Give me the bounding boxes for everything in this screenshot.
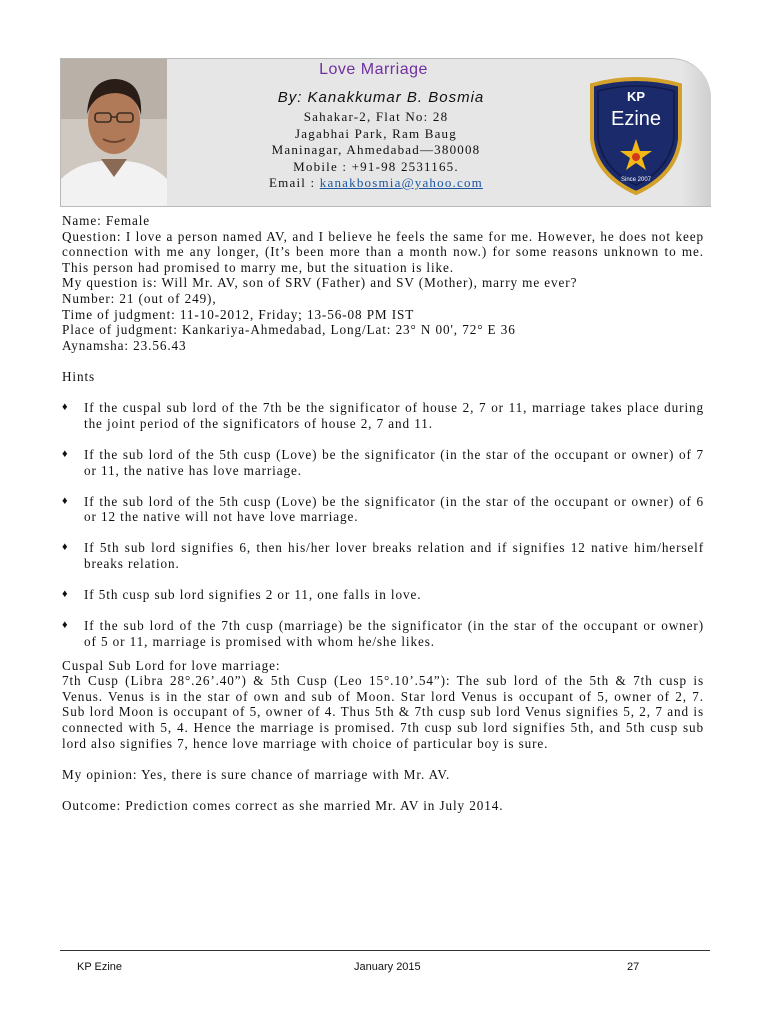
hint-item [62,587,704,603]
number-line: Number: 21 (out of 249), [62,290,217,306]
email-label: Email : [269,175,320,190]
time-line: Time of judgment: 11-10-2012, Friday; 13-56-08 PM IST [62,306,415,322]
question-paragraph: Question: I love a person named AV, and I believe he feels the same for me. However, he does not keep connection with me any longer, (It’s been more than a month now.) for some reasons unknown to me. This person had promised to marry me, but the situation is like. [62,228,704,275]
cuspal-heading: Cuspal Sub Lord for love marriage: [62,657,281,673]
article-header [60,58,711,207]
author-address [241,109,511,192]
diamond-bullet-icon: ♦ [62,588,69,601]
hint-item [62,447,704,478]
hint-item [62,400,704,431]
author-photo-illustration [61,59,167,207]
outcome-line: Outcome: Prediction comes correct as she married Mr. AV in July 2014. [62,797,504,813]
article-body [62,213,704,814]
aynamsha-line: Aynamsha: 23.56.43 [62,337,187,353]
hints-list [62,400,704,650]
footer-divider [60,950,710,951]
hint-text: If the sub lord of the 5th cusp (Love) be the significator (in the star of the occupant or owner) of 6 or 12 the native will not have love marriage. [84,493,704,525]
article-title: Love Marriage [319,61,428,78]
footer-page-number: 27 [627,961,640,973]
email-line [241,175,511,192]
hint-text: If the sub lord of the 7th cusp (marriage) be the significator (in the star of the occupant or owner) of 5 or 11, marriage is promised with whom he/she likes. [84,618,704,650]
hint-item [62,540,704,571]
address-line: Sahakar-2, Flat No: 28 [303,109,449,124]
badge-main-text: Ezine [610,108,662,130]
author-photo [61,59,167,207]
hint-text: If the sub lord of the 5th cusp (Love) be the significator (in the star of the occupant or owner) of 7 or 11, the native has love marriage. [84,446,704,478]
address-line: Jagabhai Park, Ram Baug [295,125,457,141]
diamond-bullet-icon: ♦ [62,494,69,507]
hint-text: If the cuspal sub lord of the 7th be the significator of house 2, 7 or 11, marriage takes place during the joint period of the significators of house 2, 7 and 11. [84,400,704,431]
my-question-line: My question is: Will Mr. AV, son of SRV (Father) and SV (Mother), marry me ever? [62,275,578,291]
kp-ezine-badge-icon [586,77,686,197]
diamond-bullet-icon: ♦ [62,619,69,632]
address-line: Maninagar, Ahmedabad—380008 [271,142,481,157]
diamond-bullet-icon: ♦ [62,541,69,554]
hints-heading: Hints [62,368,96,384]
email-link[interactable]: kanakbosmia@yahoo.com [319,175,483,190]
badge-top-text: KP [626,89,646,104]
hint-text: If 5th cusp sub lord signifies 2 or 11, one falls in love. [84,587,422,603]
opinion-line: My opinion: Yes, there is sure chance of marriage with Mr. AV. [62,766,451,782]
diamond-bullet-icon: ♦ [62,447,69,460]
cuspal-paragraph: 7th Cusp (Libra 28°.26’.40”) & 5th Cusp (Leo 15°.10’.54”): The sub lord of the 5th & 7th cusp is Venus. Venus is in the star of own and sub of Moon. Star lord Venus is occupant of 5, owner of 2, 7. Sub lord Moon is occupant of 5, owner of 4. Thus 5th & 7th cusp sub lord Venus signifies 5, 2, 7 and is connected with 5, 4. Hence the marriage is promised. 7th cusp sub lord signifies 5th, and 5th cusp sub lord also signifies 7, hence love marriage with choice of particular boy is sure. [62,673,704,751]
footer-publication: KP Ezine [77,961,123,973]
diamond-bullet-icon: ♦ [62,401,69,414]
hint-item [62,618,704,649]
article-author: By: Kanakkumar B. Bosmia [277,89,485,106]
hint-text: If 5th sub lord signifies 6, then his/her lover breaks relation and if signifies 12 native him/herself breaks relation. [84,540,704,572]
place-line: Place of judgment: Kankariya-Ahmedabad, Long/Lat: 23° N 00', 72° E 36 [62,322,516,338]
badge-bottom-text: Since 2007 [620,177,652,183]
phone-line: Mobile : +91-98 2531165. [293,158,459,174]
name-line: Name: Female [62,213,151,228]
footer-date: January 2015 [354,961,421,973]
hint-item [62,494,704,525]
